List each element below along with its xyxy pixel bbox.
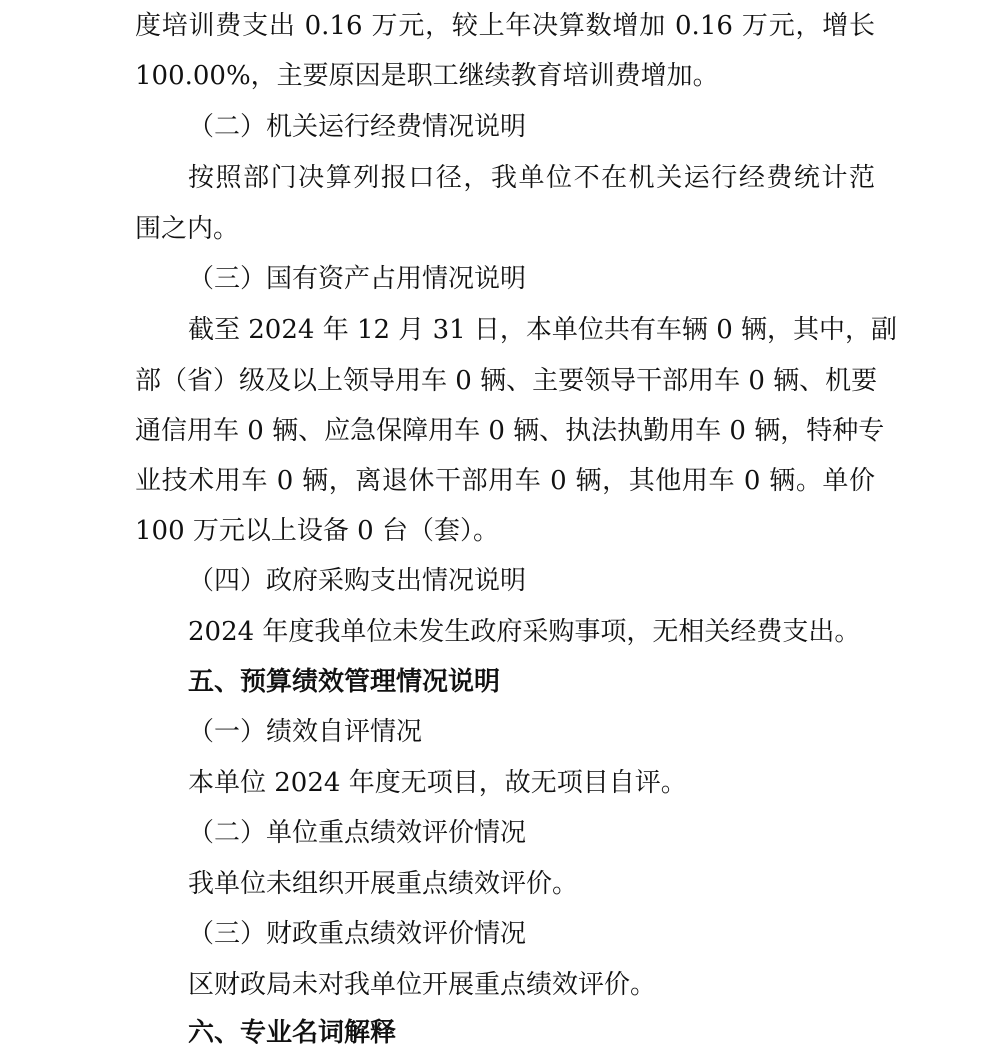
section-heading: 五、预算绩效管理情况说明	[188, 667, 501, 697]
section-subheading: （四）政府采购支出情况说明	[188, 566, 527, 596]
paragraph-line: 100 万元以上设备 0 台（套）。	[135, 516, 499, 546]
paragraph-line: 截至 2024 年 12 月 31 日，本单位共有车辆 0 辆，其中，副	[188, 315, 897, 345]
section-subheading: （三）财政重点绩效评价情况	[188, 919, 527, 949]
section-subheading: （三）国有资产占用情况说明	[188, 264, 527, 294]
paragraph-line: 围之内。	[135, 214, 240, 244]
section-subheading: （二）单位重点绩效评价情况	[188, 818, 527, 848]
paragraph-line: 通信用车 0 辆、应急保障用车 0 辆、执法执勤用车 0 辆，特种专	[135, 416, 885, 446]
section-subheading: （一）绩效自评情况	[188, 717, 423, 747]
paragraph-line: 我单位未组织开展重点绩效评价。	[188, 869, 579, 899]
paragraph-line: 度培训费支出 0.16 万元，较上年决算数增加 0.16 万元，增长	[135, 11, 875, 41]
paragraph-line: 区财政局未对我单位开展重点绩效评价。	[188, 970, 657, 1000]
paragraph-line: 按照部门决算列报口径，我单位不在机关运行经费统计范	[188, 163, 875, 193]
paragraph-line: 业技术用车 0 辆，离退休干部用车 0 辆，其他用车 0 辆。单价	[135, 466, 875, 496]
paragraph-line: 2024 年度我单位未发生政府采购事项，无相关经费支出。	[188, 617, 861, 647]
paragraph-line: 100.00%，主要原因是职工继续教育培训费增加。	[135, 61, 719, 91]
paragraph-line: 部（省）级及以上领导用车 0 辆、主要领导干部用车 0 辆、机要	[135, 366, 878, 396]
paragraph-line: 本单位 2024 年度无项目，故无项目自评。	[188, 768, 687, 798]
section-subheading: （二）机关运行经费情况说明	[188, 112, 527, 142]
section-heading: 六、专业名词解释	[188, 1018, 397, 1048]
